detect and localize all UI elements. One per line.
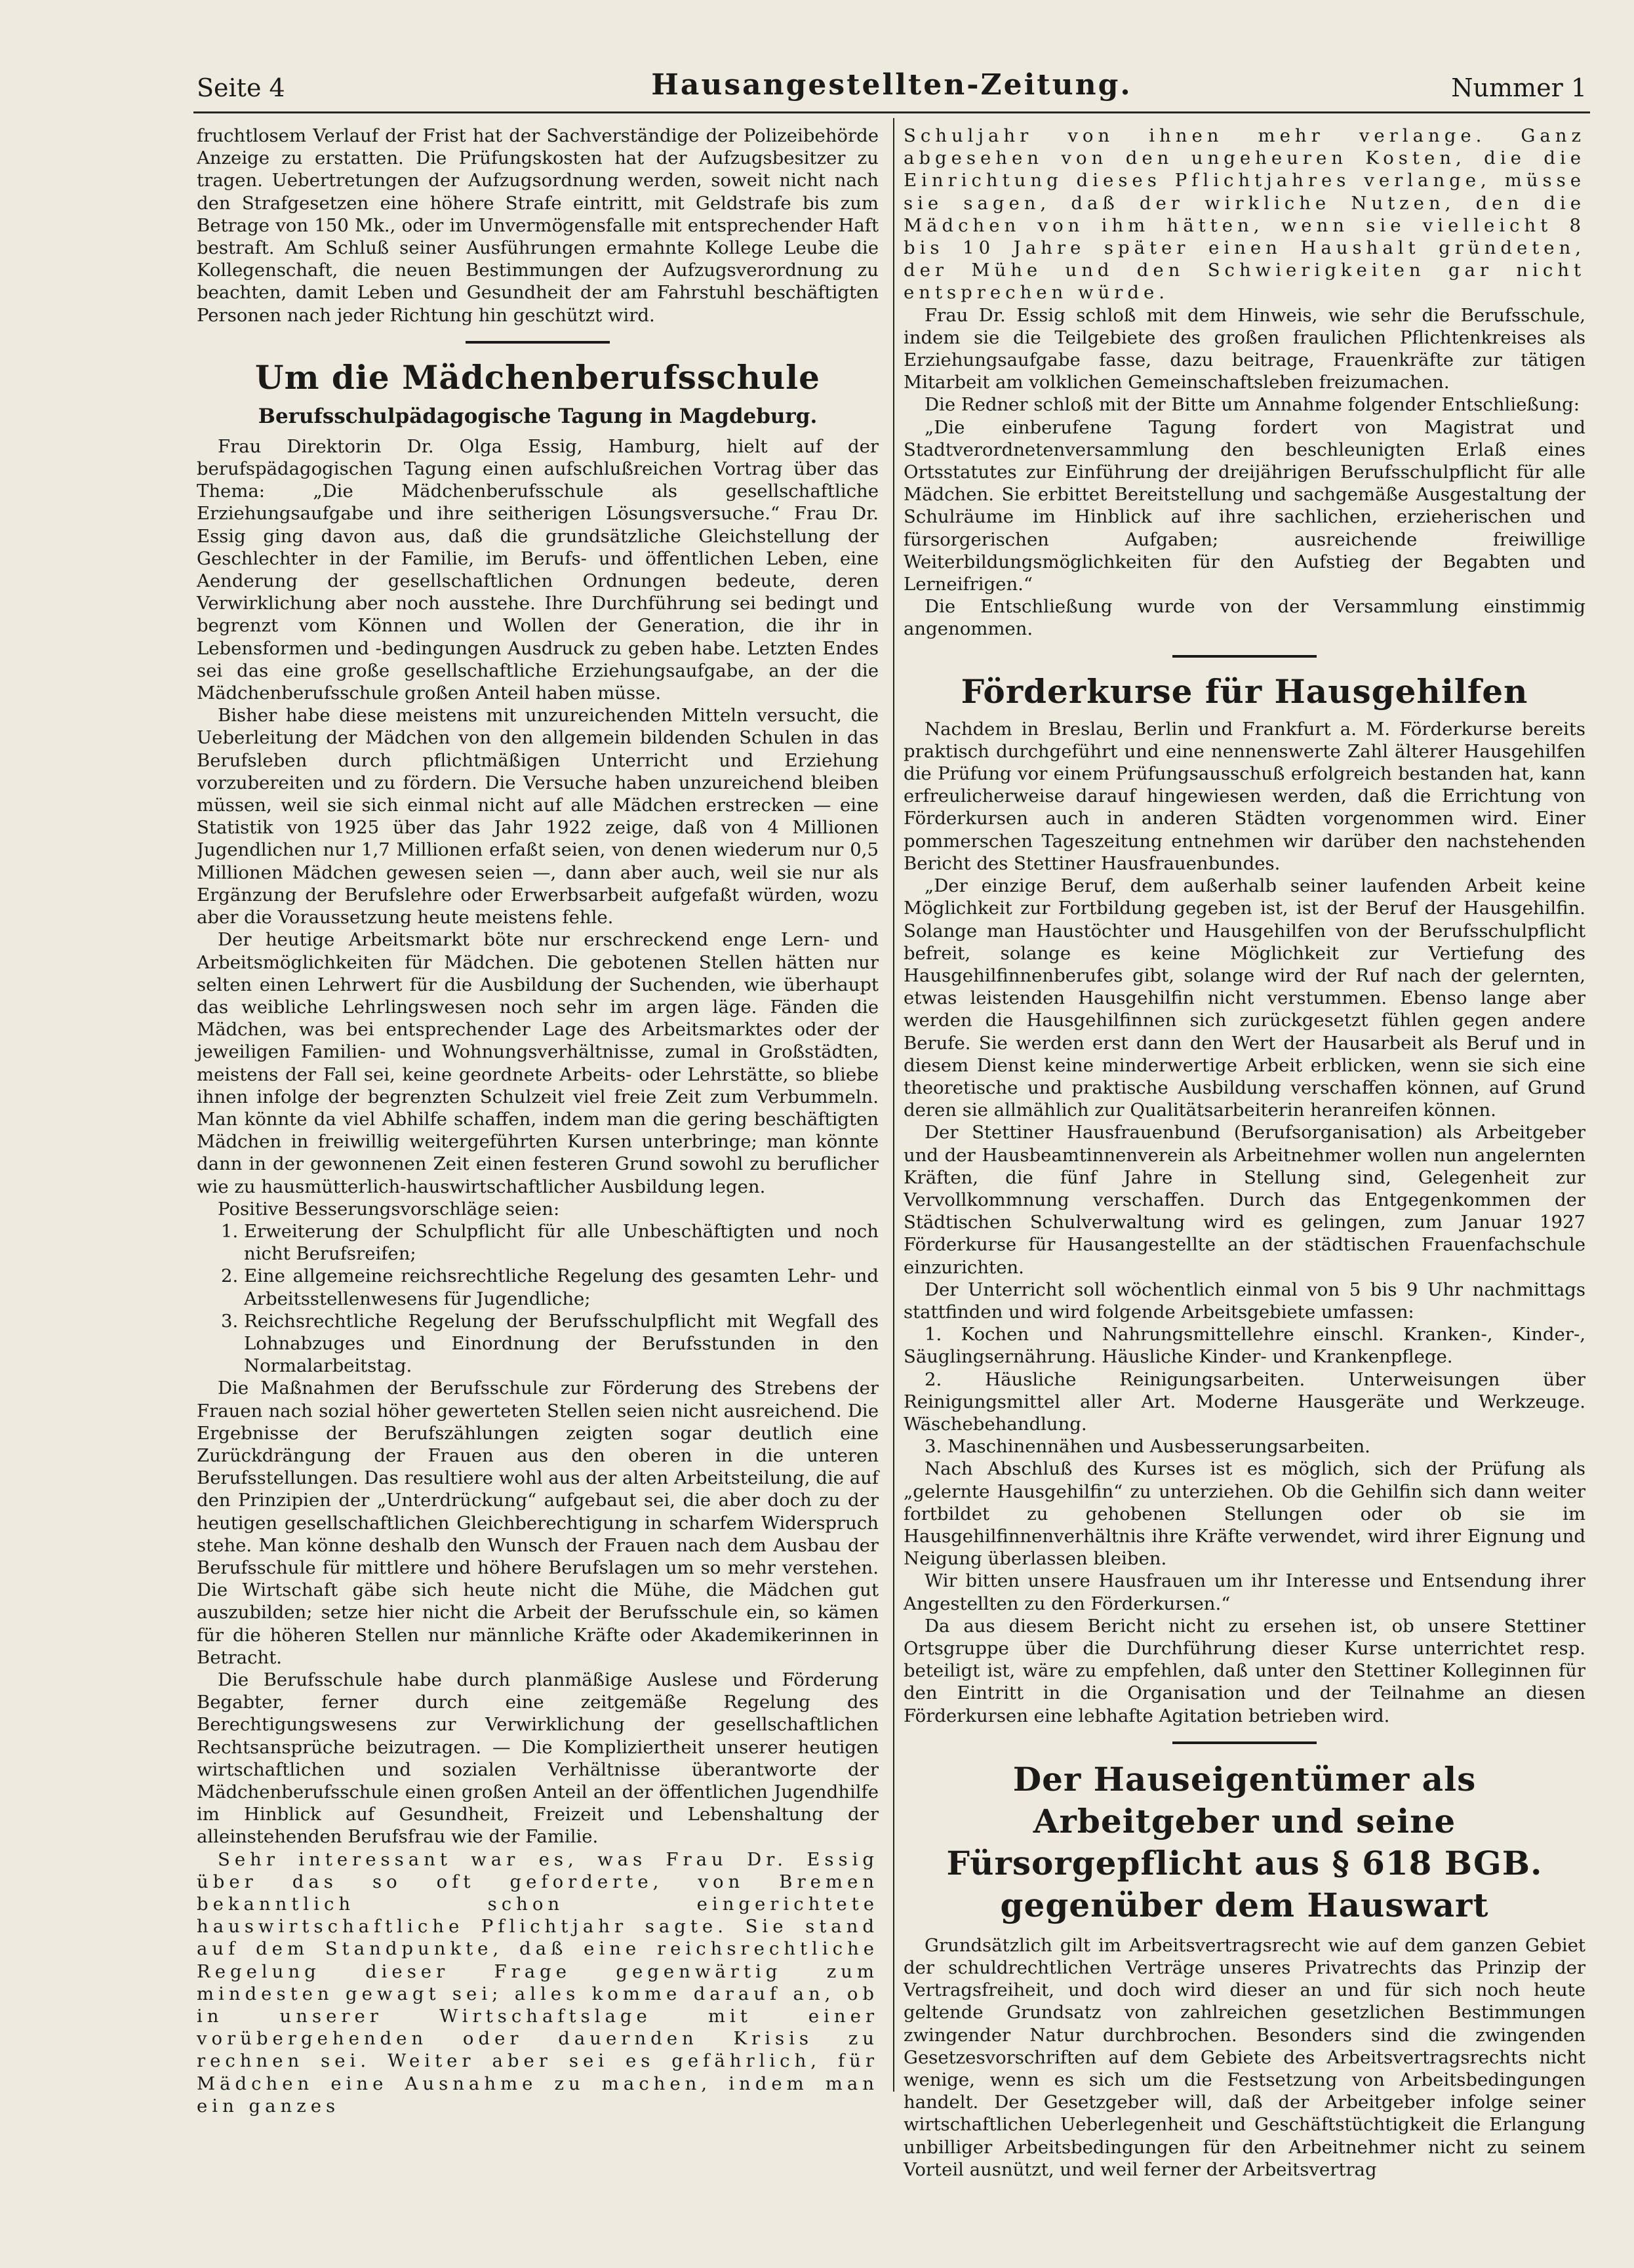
article-subtitle: Berufsschulpädagogische Tagung in Magdeburg. (258, 404, 818, 428)
list-item: 1. Erweiterung der Schulpflicht für alle Unbeschäftigten und noch nicht Berufsreifen; (244, 1220, 879, 1265)
list-item: 2. Eine allgemeine reichsrechtliche Regelung des gesamten Lehr- und Arbeitsstellenwesens für Jugendliche; (244, 1265, 879, 1309)
paragraph: Bisher habe diese meistens mit unzureichenden Mitteln versucht, die Ueberleitung der Mädchen von den allgemein bildenden Schulen in das Berufsleben durch pflichtmäßigen Unterricht und Erziehung vorzubereiten und zu fördern. Die Versuche haben unzureichend bleiben müssen, weil sie sich einmal nicht auf alle Mädchen erstrecken — eine Statistik von 1925 über das Jahr 1922 zeige, daß von 4 Millionen Jugendlichen nur 1,7 Millionen erfaßt seien, von denen wiederum nur 0,5 Millionen Mädchen gewesen seien —, dann aber auch, weil sie nur als Ergänzung der Berufslehre oder Erwerbsarbeit aufgefaßt würden, wozu aber die Voraussetzung heute meistens fehle. (197, 705, 879, 928)
section-separator (1172, 1741, 1317, 1744)
resolution-paragraph: „Die einberufene Tagung fordert von Magistrat und Stadtverordnetenversammlung den beschleunigten Erlaß eines Ortsstatutes zur Einführung der dreijährigen Berufsschulpflicht für alle Mädchen. Sie erbittet Bereitstellung und sachgemäße Ausgestaltung der Schulräume im Hinblick auf ihre sachlichen, erzieherischen und fürsorgerischen Aufgaben; ausreichende freiwillige Weiterbildungsmöglichkeiten für den Aufstieg der Begabten und Lerneifrigen.“ (904, 416, 1585, 595)
section-separator (466, 341, 610, 344)
header-rule (193, 111, 1590, 113)
proposal-list (197, 1220, 879, 1377)
newspaper-title: Hausangestellten-Zeitung. (651, 68, 1132, 102)
paragraph: Wir bitten unsere Hausfrauen um ihr Interesse und Entsendung ihrer Angestellten zu den Förderkursen.“ (904, 1570, 1585, 1614)
paragraph: Der Stettiner Hausfrauenbund (Berufsorganisation) als Arbeitgeber und der Hausbeamtinnenverein als Arbeitnehmer wollen nun angelernten Kräften, die fünf Jahre in Stellung sind, Gelegenheit zur Vervollkommnung verschaffen. Durch das Entgegenkommen der Städtischen Schulverwaltung wird es gelingen, zum Januar 1927 Förderkurse für Hausangestellte an der städtischen Frauenfachschule einzurichten. (904, 1122, 1585, 1278)
section-separator (1172, 655, 1317, 658)
right-column (904, 125, 1585, 2181)
paragraph: Der Unterricht soll wöchentlich einmal von 5 bis 9 Uhr nachmittags stattfinden und wird folgende Arbeitsgebiete umfassen: (904, 1279, 1585, 1323)
page-number: Seite 4 (197, 73, 285, 102)
paragraph: „Der einzige Beruf, dem außerhalb seiner laufenden Arbeit keine Möglichkeit zur Fortbildung gegeben ist, ist der Beruf der Hausgehilfin. Solange man Haustöchter und Hausgehilfen von der Berufsschulpflicht befreit, solange es keine Möglichkeit zur Vertiefung des Hausgehilfinnenberufes gibt, solange wird der Ruf nach der gelernten, etwas leistenden Hausgehilfin nicht verstummen. Ebenso lange aber werden die Hausgehilfinnen sich zurückgesetzt fühlen gegen andere Berufe. Sie werden erst dann den Wert der Hausarbeit als Beruf und in diesem Dienst keine minderwertige Arbeit erblicken, wenn sie sich eine theoretische und praktische Ausbildung verschaffen können, auf Grund deren sie allmählich zur Qualitätsarbeiterin heranreifen können. (904, 875, 1585, 1121)
list-item: 2. Häusliche Reinigungsarbeiten. Unterweisungen über Reinigungsmittel aller Art. Moderne Hausgeräte und Werkzeuge. Wäschebehandlung. (904, 1368, 1585, 1435)
page-header (197, 66, 1587, 111)
paragraph: Die Entschließung wurde von der Versammlung einstimmig angenommen. (904, 596, 1585, 640)
paragraph: Grundsätzlich gilt im Arbeitsvertragsrecht wie auf dem ganzen Gebiet der schuldrechtlichen Verträge unseres Privatrechts das Prinzip der Vertragsfreiheit, und doch wird dieser an und für sich noch heute geltende Grundsatz von zahlreichen gesetzlichen Bestimmungen zwingender Natur durchbrochen. Besonders sind die zwingenden Gesetzesvorschriften auf dem Gebiete des Arbeitsvertragsrechts nicht wenige, wenn es sich um die Festsetzung von Arbeitsbedingungen handelt. Der Gesetzgeber will, daß der Arbeitgeber infolge seiner wirtschaftlichen Ueberlegenheit und Geschäftstüchtigkeit die Erlangung unbilliger Arbeitsbedingungen für den Arbeitnehmer nicht zu seinem Vorteil ausnützt, und weil ferner der Arbeitsvertrag (904, 1934, 1585, 2180)
article-title: Um die Mädchenberufsschule (255, 357, 820, 397)
continuation-paragraph: fruchtlosem Verlauf der Frist hat der Sachverständige der Polizeibehörde Anzeige zu erstatten. Die Prüfungskosten hat der Aufzugsbesitzer zu tragen. Uebertretungen der Aufzugsordnung werden, soweit nicht nach den Strafgesetzen eine höhere Strafe eintritt, mit Geldstrafe bis zum Betrage von 150 Mk., oder im Unvermögensfalle mit entsprechender Haft bestraft. Am Schluß seiner Ausführungen ermahnte Kollege Leube die Kollegenschaft, die neuen Bestimmungen der Aufzugsverordnung zu beachten, damit Leben und Gesundheit der am Fahrstuhl beschäftigten Personen nach jeder Richtung hin geschützt wird. (197, 125, 879, 326)
paragraph: Die Berufsschule habe durch planmäßige Auslese und Förderung Begabter, ferner durch eine zeitgemäße Regelung des Berechtigungswesens zur Verwirklichung der gesellschaftlichen Rechtsansprüche beizutragen. — Die Kompliziertheit unserer heutigen wirtschaftlichen und sozialen Verhältnisse überantworte der Mädchenberufsschule einen großen Anteil an der öffentlichen Jugendhilfe im Hinblick auf Gesundheit, Freizeit und Lebenshaltung der alleinstehenden Berufsfrau wie der Familie. (197, 1669, 879, 1848)
paragraph: Da aus diesem Bericht nicht zu ersehen ist, ob unsere Stettiner Ortsgruppe über die Durchführung dieser Kurse unterrichtet resp. beteiligt ist, wäre zu empfehlen, daß unter den Stettiner Kolleginnen für den Eintritt in die Organisation und der Teilnahme an diesen Förderkursen eine lebhafte Agitation betrieben wird. (904, 1615, 1585, 1726)
article-title: Der Hauseigentümer als Arbeitgeber und seine Fürsorgepflicht aus § 618 BGB. gegenüber dem Hauswart (946, 1759, 1543, 1924)
paragraph: Die Maßnahmen der Berufsschule zur Förderung des Strebens der Frauen nach sozial höher gewerteten Stellen seien nicht ausreichend. Die Ergebnisse der Berufszählungen zeigten sogar deutlich eine Zurückdrängung der Frauen aus den oberen in die unteren Berufsstellungen. Das resultiere wohl aus der alten Arbeitsteilung, die auf den Prinzipien der „Unterdrückung“ aufgebaut sei, die aber doch zu der heutigen gesellschaftlichen Gleichberechtigung in scharfem Widerspruch stehe. Man könne deshalb den Wunsch der Frauen nach dem Ausbau der Berufsschule für mittlere und höhere Berufslagen um so mehr verstehen. Die Wirtschaft gäbe sich heute nicht die Mühe, die Mädchen gut auszubilden; setze hier nicht die Arbeit der Berufsschule ein, so kämen für die höheren Stellen nur männliche Kräfte oder Akademikerinnen in Betracht. (197, 1378, 879, 1668)
list-item: 3. Reichsrechtliche Regelung der Berufsschulpflicht mit Wegfall des Lohnabzuges und Einordnung der Berufsstunden in den Normalarbeitstag. (244, 1310, 879, 1378)
paragraph: Frau Dr. Essig schloß mit dem Hinweis, wie sehr die Berufsschule, indem sie die Teilgebiete des großen fraulichen Pflichtenkreises als Erziehungsaufgabe fasse, dazu beitrage, Frauenkräfte zur tätigen Mitarbeit am volklichen Gemeinschaftsleben freizumachen. (904, 304, 1585, 393)
paragraph: Nachdem in Breslau, Berlin und Frankfurt a. M. Förderkurse bereits praktisch durchgeführt und eine nennenswerte Zahl älterer Hausgehilfen die Prüfung vor einem Prüfungsausschuß erfolgreich bestanden hat, kann erfreulicherweise darauf hingewiesen werden, daß die Errichtung von Förderkursen auch in anderen Städten vorgenommen wird. Einer pommerschen Tageszeitung entnehmen wir darüber den nachstehenden Bericht des Stettiner Hausfrauenbundes. (904, 718, 1585, 874)
issue-number: Nummer 1 (1451, 73, 1587, 102)
left-column (197, 125, 879, 2117)
column-divider (893, 118, 894, 2092)
list-item: 3. Maschinennähen und Ausbesserungsarbeiten. (925, 1436, 1370, 1458)
paragraph: Positive Besserungsvorschläge seien: (218, 1198, 560, 1220)
paragraph: Nach Abschluß des Kurses ist es möglich, sich der Prüfung als „gelernte Hausgehilfin“ zu unterziehen. Ob die Gehilfin sich dann weiter fortbildet zu gehobenen Stellungen oder ob sie im Hausgehilfinnenverhältnis ihre Kräfte verwendet, wird ihrer Eignung und Neigung überlassen bleiben. (904, 1458, 1585, 1570)
article-title: Förderkurse für Hausgehilfen (961, 671, 1528, 711)
spaced-paragraph: Sehr interessant war es, was Frau Dr. Essig über das so oft geforderte, von Bremen bekanntlich schon eingerichtete hauswirtschaftliche Pflichtjahr sagte. Sie stand auf dem Standpunkte, daß eine reichsrechtliche Regelung dieser Frage gegenwärtig zum mindesten gewagt sei; alles komme darauf an, ob in unserer Wirtschaftslage mit einer vorübergehenden oder dauernden Krisis zu rechnen sei. Weiter aber sei es gefährlich, für Mädchen eine Ausnahme zu machen, indem man ein ganzes (197, 1848, 879, 2117)
paragraph: Der heutige Arbeitsmarkt böte nur erschreckend enge Lern- und Arbeitsmöglichkeiten für Mädchen. Die gebotenen Stellen hätten nur selten einen Lehrwert für die Ausbildung der Suchenden, wie überhaupt das weibliche Lehrlingswesen noch sehr im argen läge. Fänden die Mädchen, was bei entsprechender Lage des Arbeitsmarktes oder der jeweiligen Familien- und Wohnungsverhältnisse, zumal in Großstädten, meistens der Fall sei, keine geordnete Arbeits- oder Lehrstätte, so bliebe ihnen infolge der begrenzten Schulzeit viel freie Zeit zum Verbummeln. Man könnte da viel Abhilfe schaffen, indem man die gering beschäftigten Mädchen in freiwillig weitergeführten Kursen unterbringe; man könnte dann in der gewonnenen Zeit einen festeren Grund sowohl zu beruflicher wie zu hausmütterlich-hauswirtschaftlicher Ausbildung legen. (197, 929, 879, 1197)
paragraph: Frau Direktorin Dr. Olga Essig, Hamburg, hielt auf der berufspädagogischen Tagung einen aufschlußreichen Vortrag über das Thema: „Die Mädchenberufsschule als gesellschaftliche Erziehungsaufgabe und ihre seitherigen Lösungsversuche.“ Frau Dr. Essig ging davon aus, daß die grundsätzliche Gleichstellung der Geschlechter in der Familie, im Berufs- und öffentlichen Leben, eine Aenderung der gesellschaftlichen Ordnungen bedeute, deren Verwirklichung aber noch ausstehe. Ihre Durchführung sei bedingt und begrenzt vom Können und Wollen der Generation, die ihr in Lebensformen und -bedingungen Ausdruck zu geben habe. Letzten Endes sei das eine große gesellschaftliche Erziehungsaufgabe, an der die Mädchenberufsschule großen Anteil haben müsse. (197, 435, 879, 704)
spaced-continuation: Schuljahr von ihnen mehr verlange. Ganz abgesehen von den ungeheuren Kosten, die die Einrichtung dieses Pflichtjahres verlange, müsse sie sagen, daß der wirkliche Nutzen, den die Mädchen von ihm hätten, wenn sie vielleicht 8 bis 10 Jahre später einen Haushalt gründeten, der Mühe und den Schwierigkeiten gar nicht entsprechen würde. (904, 125, 1585, 304)
paragraph: Die Redner schloß mit der Bitte um Annahme folgender Entschließung: (925, 394, 1580, 416)
list-item: 1. Kochen und Nahrungsmittellehre einschl. Kranken-, Kinder-, Säuglingsernährung. Häusliche Kinder- und Krankenpflege. (904, 1324, 1585, 1368)
